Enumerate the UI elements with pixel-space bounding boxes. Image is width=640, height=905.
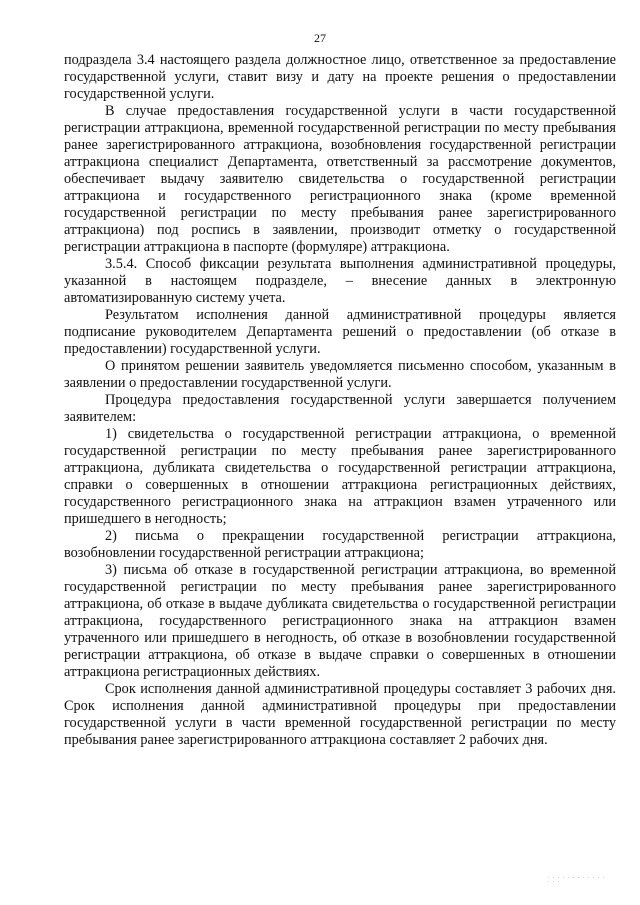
list-item-1: 1) свидетельства о государственной регистрации аттракциона, о временной государственной регистрации по месту пребывания ранее зарегистрированного аттракциона, дубликата свидетельства о государственной регистрации аттракциона, справки о совершенных в отношении аттракциона регистрационных действиях, государственного регистрационного знака на аттракцион взамен утраченного или пришедшего в негодность; — [64, 426, 616, 527]
document-body — [64, 52, 616, 749]
paragraph-deadline: Срок исполнения данной административной процедуры составляет 3 рабочих дня. Срок исполнения данной административной процедуры при предоставлении государственной услуги в части временной государственной регистрации по месту пребывания ранее зарегистрированного аттракциона составляет 2 рабочих дня. — [64, 681, 616, 748]
paragraph-procedure-completion: Процедура предоставления государственной услуги завершается получением заявителем: — [64, 392, 616, 425]
scan-artifact: . . . . . . . . . . . . . . . — [548, 874, 606, 884]
list-item-3: 3) письма об отказе в государственной регистрации аттракциона, во временной государственной регистрации по месту пребывания ранее зарегистрированного аттракциона, об отказе в выдаче дубликата свидетельства о государственной регистрации аттракциона, государственного регистрационного знака на аттракцион взамен утраченного или пришедшего в негодность, об отказе в возобновлении государственной регистрации аттракциона, об отказе в выдаче справки о совершенных в отношении аттракциона регистрационных действиях. — [64, 562, 616, 680]
paragraph-result: Результатом исполнения данной административной процедуры является подписание руководителем Департамента решений о предоставлении (об отказе в предоставлении) государственной услуги. — [64, 307, 616, 357]
paragraph-registration-issuance: В случае предоставления государственной услуги в части государственной регистрации аттракциона, временной государственной регистрации по месту пребывания ранее зарегистрированного аттракциона, возобновления государственной регистрации аттракциона специалист Департамента, ответственный за рассмотрение документов, обеспечивает выдачу заявителю свидетельства о государственной регистрации аттракциона и государственного регистрационного знака (кроме временной государственной регистрации по месту пребывания ранее зарегистрированного аттракциона) под роспись в заявлении, производит отметку о государственной регистрации аттракциона в паспорте (формуляре) аттракциона. — [64, 103, 616, 255]
list-item-2: 2) письма о прекращении государственной регистрации аттракциона, возобновлении государственной регистрации аттракциона; — [64, 528, 616, 561]
paragraph-notification: О принятом решении заявитель уведомляется письменно способом, указанным в заявлении о предоставлении государственной услуги. — [64, 358, 616, 391]
page-number: 27 — [314, 31, 326, 45]
paragraph-3-5-4: 3.5.4. Способ фиксации результата выполнения административной процедуры, указанной в настоящем подразделе, – внесение данных в электронную автоматизированную систему учета. — [64, 256, 616, 306]
paragraph-continuation: подраздела 3.4 настоящего раздела должностное лицо, ответственное за предоставление государственной услуги, ставит визу и дату на проекте решения о предоставлении государственной услуги. — [64, 52, 616, 102]
